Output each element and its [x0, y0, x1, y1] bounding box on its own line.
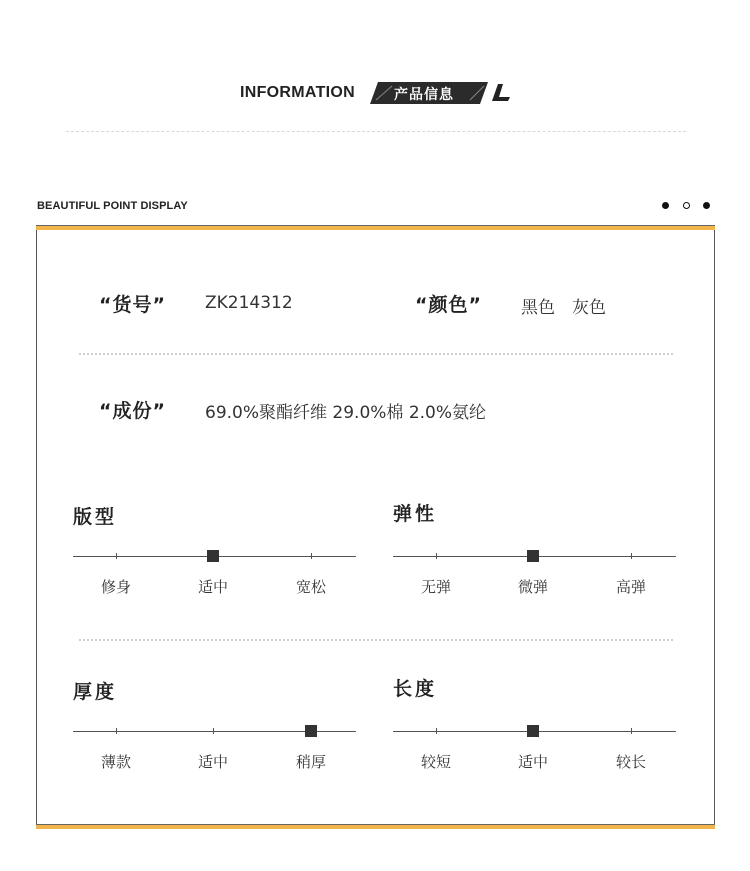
- scale-option-label: 适中: [197, 578, 228, 596]
- scale-tick: [116, 553, 117, 559]
- row-divider: [79, 353, 673, 355]
- scale-tick: [311, 553, 312, 559]
- section-title: BEAUTIFUL POINT DISPLAY: [37, 200, 188, 212]
- scale-tick: [116, 728, 117, 734]
- sku-value: ZK214312: [205, 293, 293, 313]
- scale-tick: [436, 728, 437, 734]
- fit-title: 版型: [73, 506, 118, 528]
- scale-option-label: 稍厚: [295, 753, 326, 771]
- info-card: [36, 226, 715, 829]
- dot-hollow-icon: [683, 202, 690, 209]
- fit-scale: [73, 556, 356, 596]
- elasticity-scale: [393, 556, 676, 596]
- material-label: “成份”: [99, 400, 166, 422]
- info-header: [0, 82, 750, 106]
- scale-marker: [527, 725, 539, 737]
- scale-marker: [305, 725, 317, 737]
- card-top-accent: [36, 226, 715, 230]
- tag-label: 产品信息: [394, 87, 454, 103]
- sku-label: “货号”: [99, 294, 166, 316]
- length-scale: [393, 731, 676, 771]
- scale-option-label: 微弹: [517, 578, 548, 596]
- scale-option-label: 较长: [615, 753, 646, 771]
- scale-option-label: 适中: [517, 753, 548, 771]
- product-info-tag: [370, 82, 488, 104]
- scale-tick: [436, 553, 437, 559]
- scale-option-label: 薄款: [100, 753, 131, 771]
- dot-icon: [662, 202, 669, 209]
- scale-tick: [631, 553, 632, 559]
- pager-dots: [662, 202, 712, 210]
- card-bottom-accent: [36, 825, 715, 829]
- scale-marker: [207, 550, 219, 562]
- scale-option-label: 宽松: [295, 578, 326, 596]
- thickness-scale: [73, 731, 356, 771]
- scale-option-label: 无弹: [420, 578, 451, 596]
- scale-tick: [213, 728, 214, 734]
- scale-option-label: 适中: [197, 753, 228, 771]
- scale-option-label: 修身: [100, 578, 131, 596]
- header-divider: [66, 131, 686, 132]
- scale-tick: [631, 728, 632, 734]
- length-title: 长度: [393, 678, 438, 700]
- elasticity-title: 弹性: [393, 503, 438, 525]
- dot-icon: [703, 202, 710, 209]
- thickness-title: 厚度: [73, 681, 118, 703]
- color-label: “颜色”: [415, 294, 482, 316]
- letter-l-logo-icon: [492, 84, 512, 102]
- scale-divider: [79, 639, 673, 641]
- info-title: INFORMATION: [240, 84, 355, 101]
- scale-option-label: 较短: [420, 753, 451, 771]
- scale-marker: [527, 550, 539, 562]
- scale-option-label: 高弹: [615, 578, 646, 596]
- color-value: 黑色 灰色: [521, 298, 606, 318]
- material-value: 69.0%聚酯纤维 29.0%棉 2.0%氨纶: [205, 403, 487, 423]
